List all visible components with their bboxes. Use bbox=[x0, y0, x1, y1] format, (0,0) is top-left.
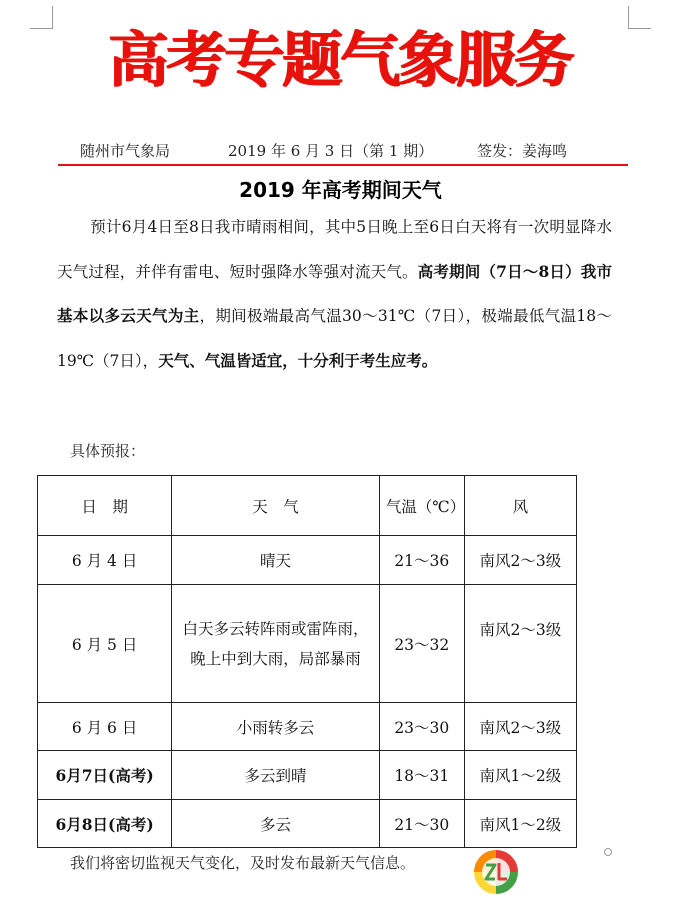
cell-wind: 南风2～3级 bbox=[464, 536, 576, 585]
summary-paragraph bbox=[57, 205, 612, 383]
cell-weather: 白天多云转阵雨或雷阵雨，晚上中到大雨，局部暴雨 bbox=[172, 585, 380, 703]
issue-date: 2019 年 6 月 3 日（第 1 期） bbox=[228, 142, 434, 160]
cell-date: 6 月 5 日 bbox=[38, 585, 172, 703]
watermark-logo-icon bbox=[471, 847, 521, 897]
forecast-table bbox=[37, 475, 577, 848]
cell-wind: 南风2～3级 bbox=[464, 703, 576, 751]
issuing-organization: 随州市气象局 bbox=[80, 142, 171, 160]
issue-line bbox=[60, 140, 630, 164]
cell-date: 6 月 4 日 bbox=[38, 536, 172, 585]
cell-wind: 南风2～3级 bbox=[464, 585, 576, 703]
cell-date: 6月7日(高考) bbox=[38, 751, 172, 800]
cell-wind: 南风1～2级 bbox=[464, 751, 576, 800]
issue-signer: 签发：姜海鸣 bbox=[477, 142, 568, 160]
header-temperature: 气温（℃） bbox=[379, 476, 464, 536]
cell-weather: 小雨转多云 bbox=[172, 703, 380, 751]
summary-text-bold-2: 天气、气温皆适宜，十分利于考生应考。 bbox=[158, 350, 438, 370]
cell-temperature: 18～31 bbox=[379, 751, 464, 800]
forecast-label: 具体预报： bbox=[70, 442, 146, 460]
table-row bbox=[38, 585, 577, 703]
summary-text-bold-1: 高考期间（7日～8日）我市基本以多云天气为主 bbox=[57, 261, 612, 325]
margin-dot bbox=[604, 848, 612, 856]
cell-date: 6月8日(高考) bbox=[38, 800, 172, 848]
table-header-row bbox=[38, 476, 577, 536]
table-row bbox=[38, 751, 577, 800]
cell-wind: 南风1～2级 bbox=[464, 800, 576, 848]
cell-weather: 多云 bbox=[172, 800, 380, 848]
document-title: 2019 年高考期间天气 bbox=[239, 178, 442, 202]
masthead-title: 高考专题气象服务 bbox=[108, 26, 573, 96]
summary-text-1: 预计6月4日至8日我市晴雨相间，其中5日晚上至6日白天将有一次明显降水天气过程，并伴有雷电、短时强降水等强对流天气。 bbox=[57, 218, 612, 281]
header-wind: 风 bbox=[464, 476, 576, 536]
header-date: 日 期 bbox=[38, 476, 172, 536]
cell-weather: 晴天 bbox=[172, 536, 380, 585]
cell-date: 6 月 6 日 bbox=[38, 703, 172, 751]
table-row bbox=[38, 800, 577, 848]
cell-temperature: 21～30 bbox=[379, 800, 464, 848]
header-weather: 天 气 bbox=[172, 476, 380, 536]
header-divider bbox=[58, 164, 628, 166]
cell-temperature: 21～36 bbox=[379, 536, 464, 585]
footer-note: 我们将密切监视天气变化，及时发布最新天气信息。 bbox=[70, 854, 416, 872]
cell-weather: 多云到晴 bbox=[172, 751, 380, 800]
table-row bbox=[38, 536, 577, 585]
cell-temperature: 23～30 bbox=[379, 703, 464, 751]
summary-text-2: ，期间极端最高气温30～31℃（7日），极端最低气温18～19℃（7日）， bbox=[57, 307, 612, 370]
table-row bbox=[38, 703, 577, 751]
cell-temperature: 23～32 bbox=[379, 585, 464, 703]
